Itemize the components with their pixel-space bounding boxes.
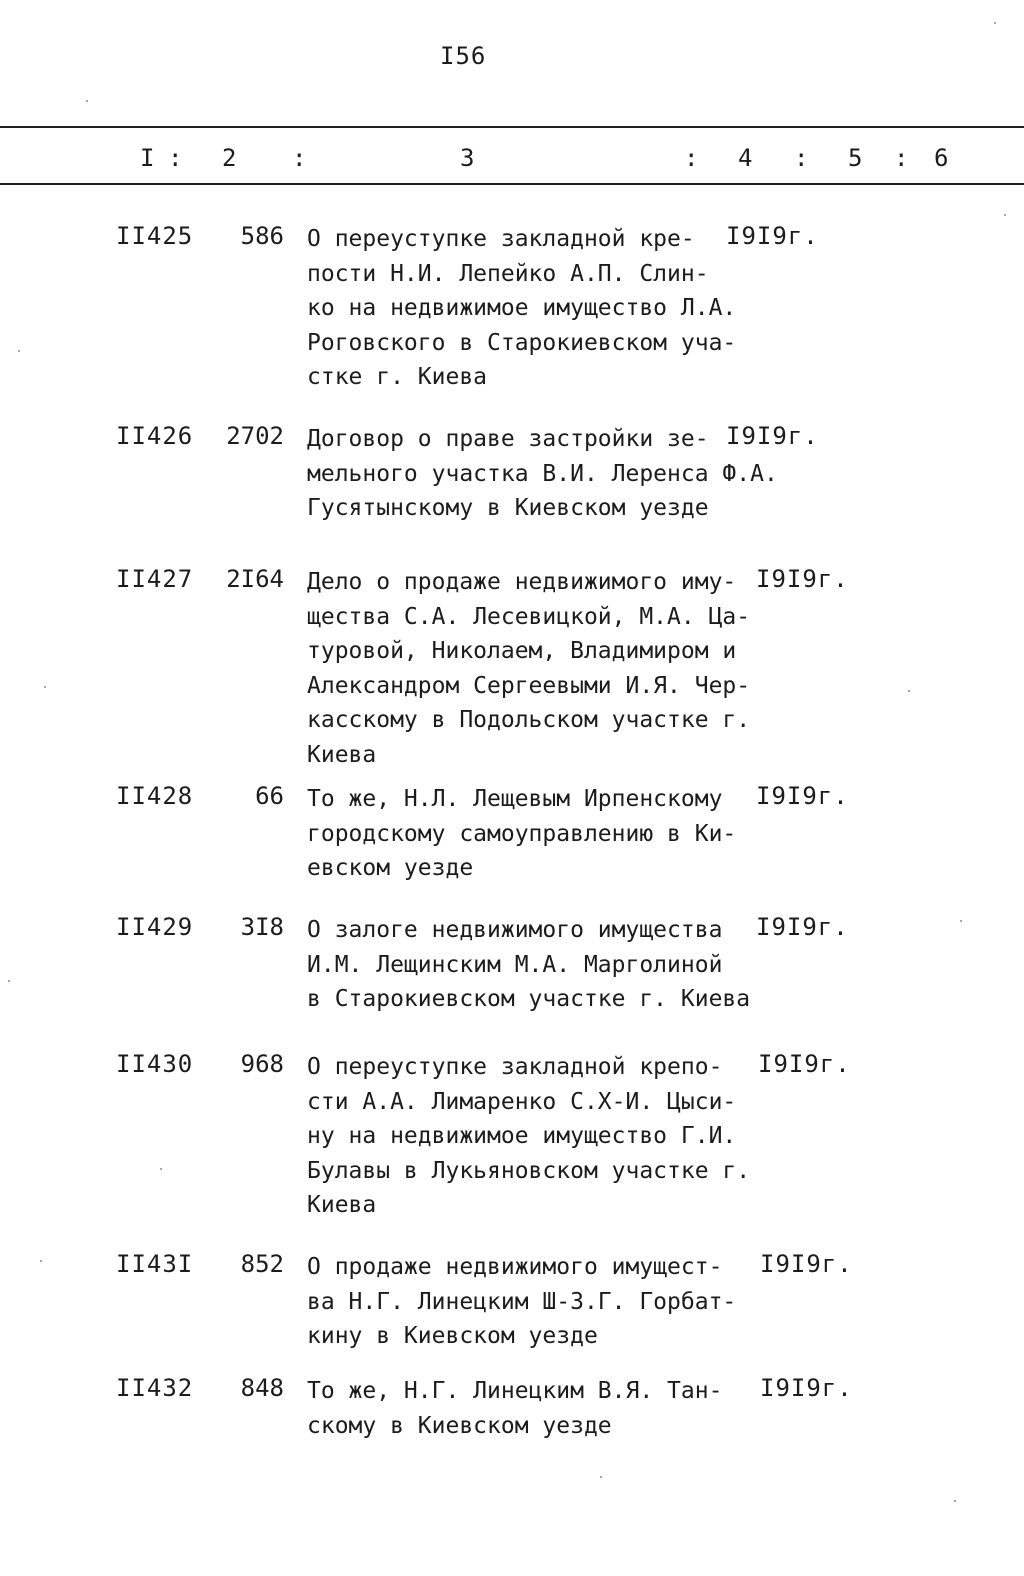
- scan-speck: [40, 1260, 42, 1262]
- entry-year: I9I9г.: [726, 422, 819, 450]
- description-line: ко на недвижимое имущество Л.А.: [307, 295, 737, 321]
- inventory-number: II428: [116, 782, 194, 810]
- scan-speck: [954, 1500, 956, 1502]
- entry-description: [307, 1250, 757, 1354]
- description-line: Киева: [307, 741, 377, 768]
- entry-description: [307, 1050, 757, 1223]
- description-line: То же, Н.Л. Лещевым Ирпенскому: [307, 786, 723, 812]
- scan-speck: [960, 920, 962, 922]
- sheet-count: 852: [240, 1250, 284, 1278]
- description-line: касскому в Подольском участке г.: [307, 707, 751, 733]
- inventory-number: II426: [116, 422, 194, 450]
- header-rule-top: [0, 126, 1024, 128]
- description-line: щества С.А. Лесевицкой, М.А. Ца-: [307, 603, 751, 630]
- column-header-6: 6: [934, 144, 949, 172]
- description-line: туровой, Николаем, Владимиром и: [307, 638, 737, 664]
- description-line: городскому самоуправлению в Ки-: [307, 820, 737, 847]
- sheet-count: 3I8: [240, 913, 284, 941]
- entry-description: [307, 565, 757, 772]
- sheet-count: 2I64: [226, 565, 284, 593]
- sheet-count: 2702: [226, 422, 284, 450]
- scan-speck: [8, 980, 10, 982]
- column-separator: :: [168, 144, 183, 172]
- description-line: скому в Киевском уезде: [307, 1412, 612, 1439]
- scan-speck: [994, 22, 996, 24]
- column-header-1: I: [140, 144, 155, 172]
- description-line: в Старокиевском участке г. Киева: [307, 986, 751, 1012]
- sheet-count: 968: [240, 1050, 284, 1078]
- entry-year: I9I9г.: [726, 222, 819, 250]
- description-line: О переуступке закладной кре-: [307, 226, 695, 252]
- description-line: Дело о продаже недвижимого иму-: [307, 569, 737, 595]
- entry-description: [307, 913, 757, 1017]
- column-separator: :: [794, 144, 809, 172]
- description-line: Александром Сергеевыми И.Я. Чер-: [307, 672, 751, 699]
- entry-year: I9I9г.: [756, 565, 849, 593]
- inventory-number: II43I: [116, 1250, 194, 1278]
- header-rule-bottom: [0, 183, 1024, 185]
- entry-year: I9I9г.: [756, 782, 849, 810]
- description-line: евском уезде: [307, 855, 474, 881]
- entry-year: I9I9г.: [758, 1050, 851, 1078]
- column-header-2: 2: [222, 144, 237, 172]
- description-line: Киева: [307, 1192, 377, 1218]
- sheet-count: 848: [240, 1374, 284, 1402]
- column-header-3: 3: [460, 144, 475, 172]
- scan-speck: [908, 690, 910, 692]
- description-line: мельного участка В.И. Леренса Ф.А.: [307, 460, 778, 487]
- sheet-count: 66: [255, 782, 284, 810]
- scan-speck: [160, 1168, 162, 1170]
- inventory-number: II432: [116, 1374, 194, 1402]
- description-line: кину в Киевском уезде: [307, 1323, 598, 1349]
- description-line: О переуступке закладной крепо-: [307, 1054, 723, 1080]
- scan-speck: [44, 686, 46, 688]
- inventory-number: II427: [116, 565, 194, 593]
- description-line: Роговского в Старокиевском уча-: [307, 329, 737, 356]
- entry-year: I9I9г.: [760, 1250, 853, 1278]
- entry-year: I9I9г.: [756, 913, 849, 941]
- entry-description: [307, 222, 757, 395]
- scan-speck: [18, 350, 20, 352]
- entry-year: I9I9г.: [760, 1374, 853, 1402]
- column-header-5: 5: [848, 144, 863, 172]
- description-line: О продаже недвижимого имущест-: [307, 1254, 723, 1280]
- description-line: ва Н.Г. Линецким Ш-З.Г. Горбат-: [307, 1288, 737, 1315]
- description-line: Булавы в Лукьяновском участке г.: [307, 1157, 751, 1184]
- description-line: И.М. Лещинским М.А. Марголиной: [307, 951, 723, 978]
- column-header-4: 4: [738, 144, 753, 172]
- description-line: пости Н.И. Лепейко А.П. Слин-: [307, 260, 709, 287]
- inventory-number: II430: [116, 1050, 194, 1078]
- scan-speck: [1004, 214, 1006, 216]
- description-line: Гусятынскому в Киевском уезде: [307, 495, 709, 521]
- description-line: сти А.А. Лимаренко С.Х-И. Цыси-: [307, 1088, 737, 1115]
- description-line: О залоге недвижимого имущества: [307, 917, 723, 943]
- inventory-number: II429: [116, 913, 194, 941]
- scan-speck: [600, 1476, 602, 1478]
- inventory-number: II425: [116, 222, 194, 250]
- entry-description: [307, 782, 757, 886]
- column-separator: :: [292, 144, 307, 172]
- description-line: ну на недвижимое имущество Г.И.: [307, 1123, 737, 1149]
- page-number: I56: [440, 42, 487, 70]
- sheet-count: 586: [240, 222, 284, 250]
- description-line: Договор о праве застройки зе-: [307, 426, 709, 452]
- entry-description: [307, 1374, 757, 1443]
- scan-speck: [86, 100, 88, 102]
- column-separator: :: [684, 144, 699, 172]
- description-line: То же, Н.Г. Линецким В.Я. Тан-: [307, 1378, 723, 1404]
- column-separator: :: [894, 144, 909, 172]
- description-line: стке г. Киева: [307, 364, 488, 390]
